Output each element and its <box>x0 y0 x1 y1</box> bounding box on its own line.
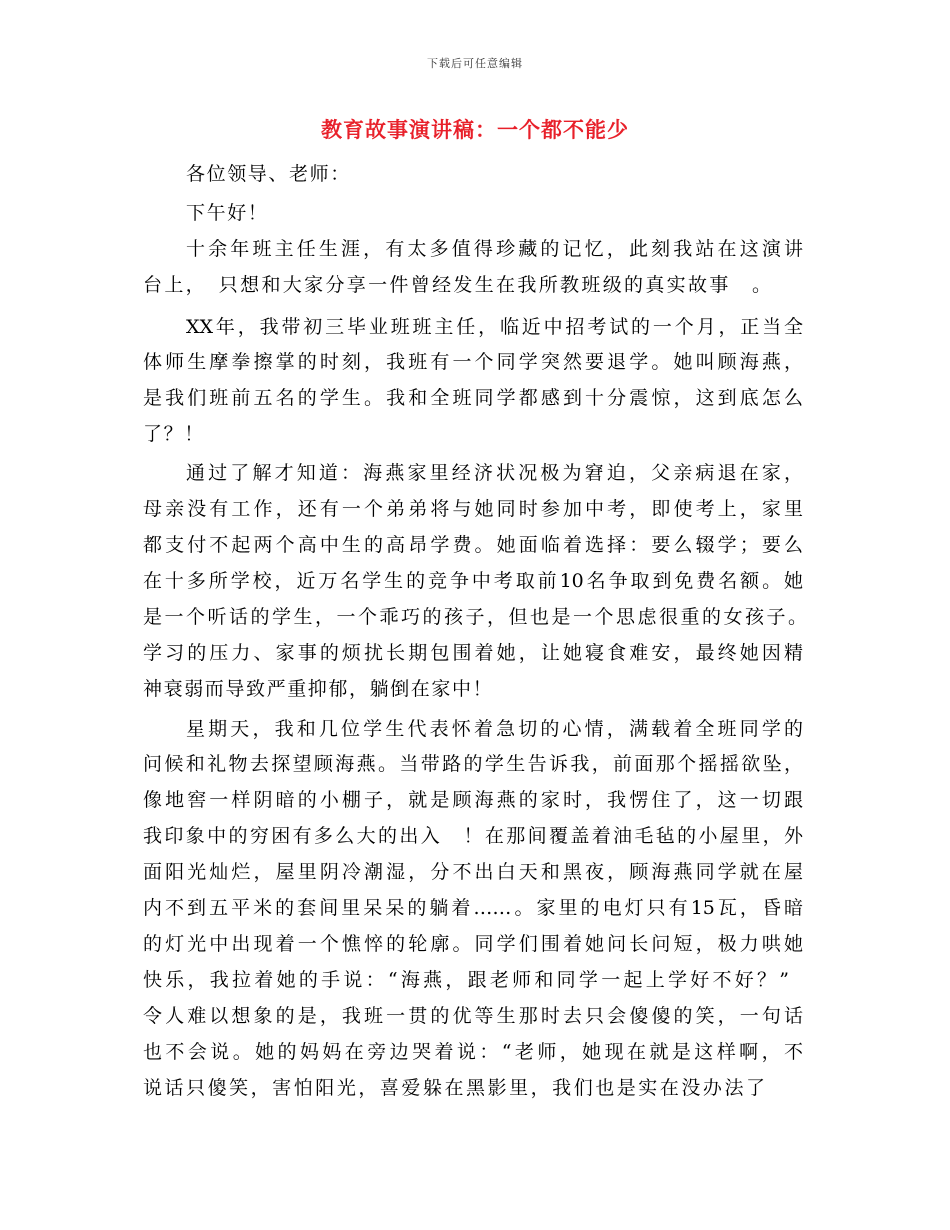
body-line: 通过了解才知道：海燕家里经济状况极为窘迫，父亲病退在家， <box>186 462 803 484</box>
body-line: 的灯光中出现着一个憔悴的轮廓。同学们围着她问长问短，极力哄她 <box>143 933 803 955</box>
body-line: 令人难以想象的是，我班一贯的优等生那时去只会傻傻的笑，一句话 <box>143 1005 803 1027</box>
body-line: 母亲没有工作，还有一个弟弟将与她同时参加中考，即使考上，家里 <box>143 498 803 520</box>
body-line: 十余年班主任生涯，有太多值得珍藏的记忆，此刻我站在这演讲 <box>186 238 803 260</box>
document-title: 教育故事演讲稿：一个都不能少 <box>321 117 629 142</box>
header-note: 下载后可任意编辑 <box>427 57 523 70</box>
body-line: 体师生摩拳擦掌的时刻，我班有一个同学突然要退学。她叫顾海燕， <box>143 351 803 373</box>
body-line: 星期天，我和几位学生代表怀着急切的心情，满载着全班同学的 <box>186 718 803 740</box>
body-line: 是一个听话的学生，一个乖巧的孩子，但也是一个思虑很重的女孩子。 <box>143 606 807 628</box>
body-line: 在十多所学校，近万名学生的竞争中考取前10名争取到免费名额。她 <box>143 570 803 592</box>
body-line: 我印象中的穷困有多么大的出入 ！在那间覆盖着油毛毡的小屋里，外 <box>143 825 803 847</box>
body-line: 神衰弱而导致严重抑郁，躺倒在家中！ <box>143 678 494 700</box>
body-line: 都支付不起两个高中生的高昂学费。她面临着选择：要么辍学；要么 <box>143 534 803 556</box>
body-line: 下午好！ <box>186 202 269 224</box>
body-line: 是我们班前五名的学生。我和全班同学都感到十分震惊，这到底怎么 <box>143 387 803 409</box>
body-line: XX年，我带初三毕业班班主任，临近中招考试的一个月，正当全 <box>186 316 803 338</box>
body-line: 说话只傻笑，害怕阳光，喜爱躲在黑影里，我们也是实在没办法了 <box>143 1077 765 1099</box>
body-line: 台上， 只想和大家分享一件曾经发生在我所教班级的真实故事 。 <box>143 274 771 296</box>
body-line: 像地窖一样阴暗的小棚子，就是顾海燕的家时，我愣住了，这一切跟 <box>143 789 803 811</box>
body-line: 各位领导、老师： <box>186 163 351 185</box>
body-line: 快乐，我拉着她的手说：“海燕，跟老师和同学一起上学好不好？” <box>143 969 789 991</box>
body-line: 内不到五平米的套间里呆呆的躺着……。家里的电灯只有15瓦，昏暗 <box>143 897 803 919</box>
body-line: 了？！ <box>143 423 205 445</box>
body-line: 问候和礼物去探望顾海燕。当带路的学生告诉我，前面那个摇摇欲坠， <box>143 753 803 775</box>
body-line: 学习的压力、家事的烦扰长期包围着她，让她寝食难安，最终她因精 <box>143 642 803 664</box>
body-line: 面阳光灿烂，屋里阴冷潮湿，分不出白天和黑夜，顾海燕同学就在屋 <box>143 861 803 883</box>
body-line: 也不会说。她的妈妈在旁边哭着说：“老师，她现在就是这样啊，不 <box>143 1041 803 1063</box>
